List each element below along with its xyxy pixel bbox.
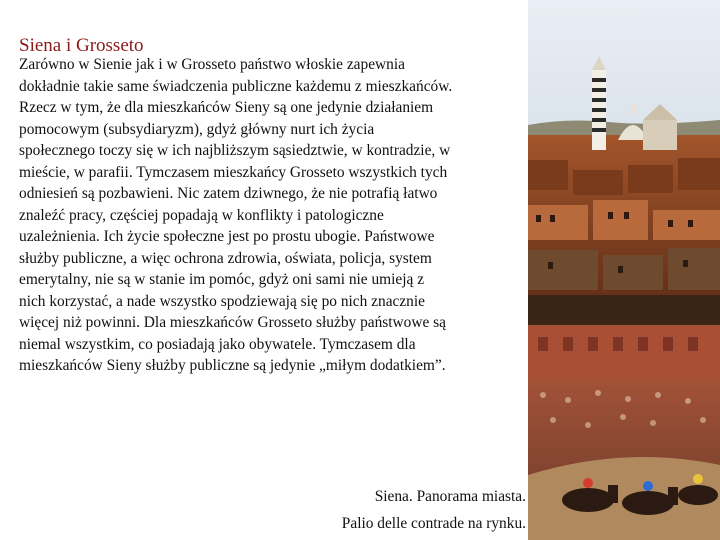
- body-line: nich korzystać, a nade wszystko spodziewają się po nich znacznie: [19, 292, 425, 310]
- body-line: Zarówno w Sienie jak i w Grosseto państwo włoskie zapewnia: [19, 56, 405, 73]
- palio-race-photo: [528, 325, 720, 540]
- body-line: mieście, w parafii. Tymczasem mieszkańcy Grosseto wszystkich tych: [19, 163, 448, 181]
- body-line: służby publiczne, a więc ochrona zdrowia, oświata, policja, system: [19, 249, 432, 267]
- body-line: społecznego toczy się w ich najbliższym sąsiedztwie, w kontradzie, w: [19, 142, 451, 159]
- caption-panorama: Siena. Panorama miasta.: [374, 488, 526, 505]
- slide-title: Siena i Grosseto: [19, 35, 144, 56]
- body-line: Rzecz w tym, że dla mieszkańców Sieny są one jedynie działaniem: [19, 99, 434, 116]
- body-line: więcej niż powinni. Dla mieszkańców Grosseto służby państwowe są: [19, 314, 446, 331]
- body-line: odniesień są pozbawieni. Nic zatem dziwnego, że nie potrafią łatwo: [19, 185, 438, 202]
- body-line: mieszkańców Sieny służby publiczne są jedynie „miłym dodatkiem”.: [19, 357, 446, 374]
- caption-palio: Palio delle contrade na rynku.: [341, 515, 526, 532]
- body-line: niemal wszystkim, co posiadają jako obywatele. Tymczasem dla: [19, 335, 416, 353]
- body-line: uzależnienia. Ich życie społeczne jest po prostu ubogie. Państwowe: [19, 228, 435, 245]
- siena-panorama-photo: [528, 0, 720, 325]
- body-line: dokładnie takie same świadczenia publiczne każdemu z mieszkańców.: [19, 77, 453, 95]
- body-line: emerytalny, nie są w stanie im pomóc, gdyż oni sami nie umieją z: [19, 271, 425, 288]
- body-paragraph: [19, 54, 529, 377]
- body-line: pomocowym (subsydiaryzm), gdyż główny nurt ich życia: [19, 120, 375, 138]
- body-line: znaleźć pracy, częściej popadają w konflikty i patologiczne: [19, 206, 384, 224]
